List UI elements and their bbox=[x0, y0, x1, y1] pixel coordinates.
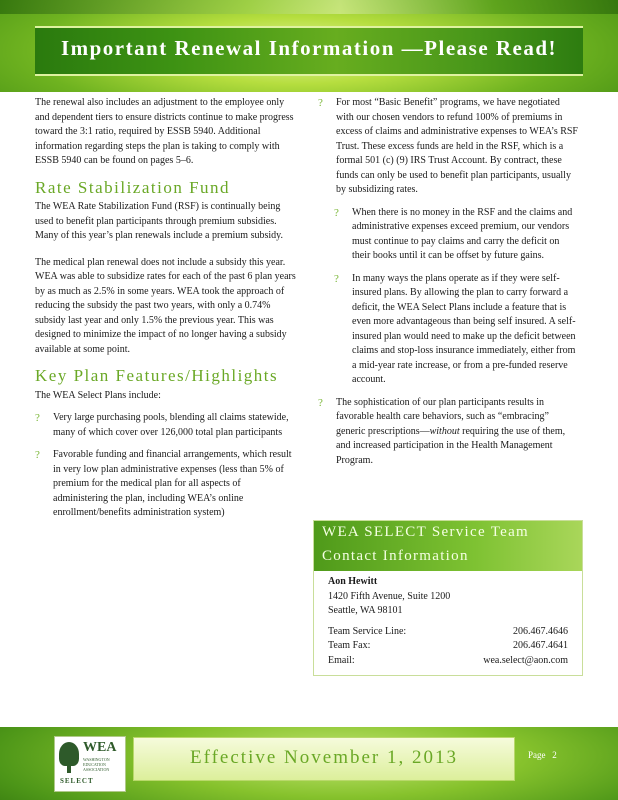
contact-company: Aon Hewitt bbox=[328, 576, 378, 587]
effective-date-box bbox=[133, 737, 515, 781]
contact-address-1: 1420 Fifth Avenue, Suite 1200 bbox=[328, 590, 451, 602]
list-item bbox=[318, 96, 580, 198]
bullet-icon: ? bbox=[318, 97, 323, 109]
contact-box bbox=[313, 520, 583, 676]
key-features-intro: The WEA Select Plans include: bbox=[35, 389, 161, 401]
contact-box-header bbox=[314, 521, 582, 571]
rsf-paragraph-2: The medical plan renewal does not include a subsidy this year. WEA was able to subsidize rates for each of the past 6 plan years by as much as 2.5% in some years. WEA took the approach of reducing the subsidy the past two years, with only a 0.74% subsidy last year and only 1.5% the previous year. This was designed to minimize the impact of no longer having a subsidy available at some point. bbox=[35, 256, 296, 355]
list-item bbox=[35, 448, 297, 521]
intro-paragraph: The renewal also includes an adjustment to the employee only and dependent tiers to ensure districts continue to make progress toward the 3:1 ratio, required by ESSB 5940. Additional information regarding steps the plan is taking to comply with ESSB 5940 can be found on pages 5–6. bbox=[35, 97, 294, 166]
rsf-paragraph-1: The WEA Rate Stabilization Fund (RSF) is continually being used to benefit plan participants through premium subsidies. Many of this year’s plan renewals include a premium subsidy. bbox=[35, 201, 283, 241]
bullet-text: For most “Basic Benefit” programs, we have negotiated with our chosen vendors to refund 100% of premiums in excess of claims and administrative expenses to WEA’s RSF Trust. These excess funds are held in the RSF, which is a formal 501 (c) (9) IRS Trust Account. By contract, these funds can only be used to benefit plan participants, usually by subsidizing rates. bbox=[336, 97, 578, 195]
page-number: Page 2 bbox=[528, 750, 557, 760]
bullet-text: Favorable funding and financial arrangements, which result in very low plan administrative expenses (less than 5% of premium for the medical plan for all aspects of administering the plan, including WEA’s online enrollment/benefits administration system) bbox=[53, 449, 292, 518]
email-link[interactable]: wea.select@aon.com bbox=[483, 654, 568, 666]
effective-date: Effective November 1, 2013 bbox=[190, 747, 458, 768]
list-item bbox=[35, 411, 297, 440]
contact-box-body bbox=[314, 571, 582, 668]
list-item bbox=[318, 396, 580, 469]
bullet-icon: ? bbox=[334, 206, 339, 219]
bullet-text: In many ways the plans operate as if they were self-insured plans. By allowing the plan to carry forward a deficit, the WEA Select Plans include a feature that is even more advantageous than being self insured. A self-insured plan would need to make up the deficit between claims and stop-loss insurance immediately, either from a mid-year rate increase, or from a pre-funded reserve account. bbox=[352, 272, 576, 385]
rsf-heading: Rate Stabilization Fund bbox=[35, 177, 231, 197]
bullet-icon: ? bbox=[318, 396, 323, 409]
left-column bbox=[35, 96, 297, 529]
right-column bbox=[318, 96, 580, 476]
contact-row-fax: Team Fax: 206.467.4641 bbox=[328, 639, 568, 654]
contact-row-phone: Team Service Line: 206.467.4646 bbox=[328, 625, 568, 640]
wea-select-logo: WEA WASHINGTON EDUCATION ASSOCIATION SELECT bbox=[54, 736, 126, 792]
footer-banner bbox=[0, 727, 618, 800]
list-item bbox=[334, 206, 580, 264]
header-title-bar bbox=[35, 26, 583, 76]
phone-number[interactable]: 206.467.4646 bbox=[513, 625, 568, 637]
bullet-text: When there is no money in the RSF and the claims and administrative expenses exceed premium, our vendors must continue to pay claims and carry the deficit on their books until it can be offset by future gains. bbox=[352, 206, 573, 261]
page-title: Important Renewal Information —Please Read! bbox=[60, 36, 558, 60]
bullet-icon: ? bbox=[35, 449, 40, 461]
contact-title-line-2: Contact Information bbox=[322, 548, 469, 564]
contact-row-email: Email: wea.select@aon.com bbox=[328, 654, 568, 669]
list-item bbox=[334, 272, 580, 388]
contact-address-2: Seattle, WA 98101 bbox=[328, 605, 403, 616]
key-features-heading: Key Plan Features/Highlights bbox=[35, 366, 279, 385]
bullet-text: Very large purchasing pools, blending all claims statewide, many of which cover over 126,000 total plan participants bbox=[53, 412, 289, 438]
bullet-text: The sophistication of our plan participants results in favorable health care behaviors, such as “embracing” generic prescriptions—without requiring the use of them, and increased participation in the Health Management Program. bbox=[336, 396, 566, 466]
bullet-icon: ? bbox=[334, 272, 339, 285]
header-banner bbox=[0, 0, 618, 92]
contact-title-line-1: WEA SELECT Service Team bbox=[322, 524, 530, 540]
bullet-icon: ? bbox=[35, 412, 40, 424]
fax-number: 206.467.4641 bbox=[513, 640, 568, 651]
